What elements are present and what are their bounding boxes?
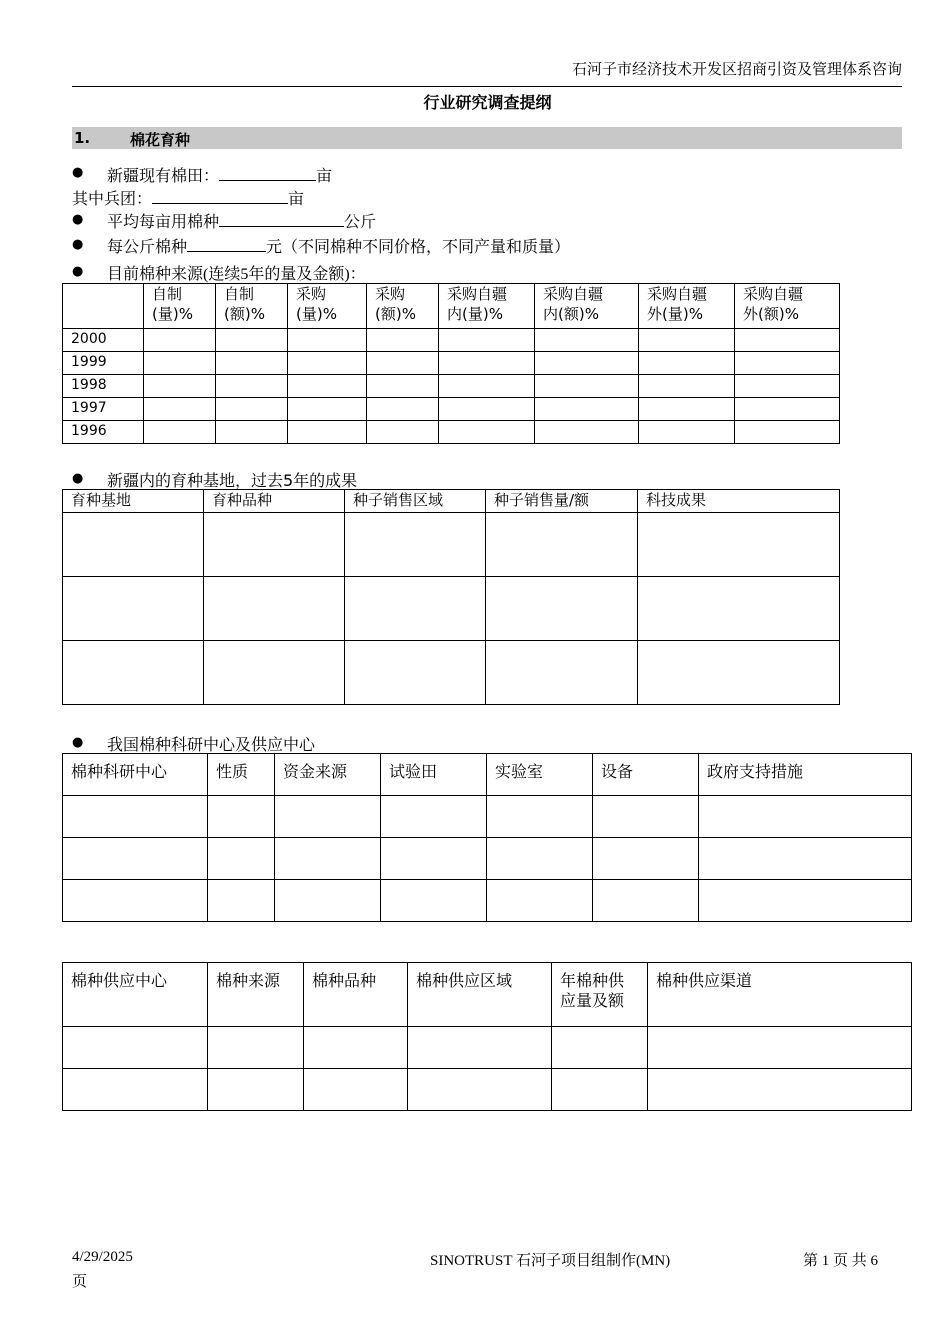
table-cell[interactable] xyxy=(204,641,345,705)
seed-source-table xyxy=(62,283,840,444)
blank-field xyxy=(152,189,288,204)
footer-center: SINOTRUST 石河子项目组制作(MN) xyxy=(430,1253,671,1269)
source-line: 目前棉种来源(连续5年的量及金额)： xyxy=(107,266,366,283)
header-text: 采购自疆 外(额)% xyxy=(743,285,804,323)
table-cell[interactable] xyxy=(216,329,288,352)
bullet-icon: ● xyxy=(72,735,84,750)
table-cell[interactable] xyxy=(381,838,487,880)
year-cell: 1999 xyxy=(63,352,144,375)
table-row xyxy=(63,375,840,398)
header-text: 采购自疆 外(量)% xyxy=(647,285,708,323)
research-intro: 我国棉种科研中心及供应中心 xyxy=(107,735,316,754)
year-cell: 2000 xyxy=(63,329,144,352)
table-header-cell: 种子销售量/额 xyxy=(486,490,638,513)
table-cell[interactable] xyxy=(439,352,535,375)
table-header-cell: 育种品种 xyxy=(204,490,345,513)
avg-seed-label: 平均每亩用棉种 xyxy=(107,212,220,231)
table-cell[interactable] xyxy=(535,375,639,398)
table-cell[interactable] xyxy=(216,421,288,444)
table-header-cell xyxy=(63,284,144,329)
table-header-cell: 实验室 xyxy=(487,754,593,796)
table-row xyxy=(63,641,840,705)
table-row xyxy=(63,880,912,922)
supply-center-table xyxy=(62,962,912,1111)
table-header-row xyxy=(63,284,840,329)
table-row xyxy=(63,398,840,421)
table-cell[interactable] xyxy=(367,421,439,444)
corps-line xyxy=(72,186,304,209)
table-cell[interactable] xyxy=(639,398,735,421)
table-cell[interactable] xyxy=(208,838,275,880)
table-cell[interactable] xyxy=(208,1069,304,1111)
table-header-cell: 性质 xyxy=(208,754,275,796)
table-row xyxy=(63,1069,912,1111)
table-row xyxy=(63,421,840,444)
breeding-intro: 新疆内的育种基地，过去5年的成果 xyxy=(107,471,358,490)
table-header-cell xyxy=(639,284,735,329)
table-header-cell: 棉种科研中心 xyxy=(63,754,208,796)
document-title: 行业研究调查提纲 xyxy=(423,93,552,112)
table-cell[interactable] xyxy=(486,513,638,577)
blank-field xyxy=(187,237,266,252)
table-row xyxy=(63,1027,912,1069)
table-header-cell: 设备 xyxy=(593,754,699,796)
section-title: 棉花育种 xyxy=(130,131,191,149)
table-row xyxy=(63,513,840,577)
table-cell[interactable] xyxy=(204,513,345,577)
table-cell[interactable] xyxy=(275,796,381,838)
bullet-icon: ● xyxy=(72,471,84,486)
table-header-cell: 棉种来源 xyxy=(208,963,304,1027)
table-cell[interactable] xyxy=(735,329,840,352)
table-cell[interactable] xyxy=(288,375,367,398)
table-cell[interactable] xyxy=(63,880,208,922)
table-cell[interactable] xyxy=(638,513,840,577)
table-header-cell xyxy=(735,284,840,329)
table-cell[interactable] xyxy=(63,1027,208,1069)
table-cell[interactable] xyxy=(63,513,204,577)
table-cell[interactable] xyxy=(208,796,275,838)
header-text: 自制 (量)% xyxy=(152,285,193,323)
blank-field xyxy=(219,166,316,181)
table-cell[interactable] xyxy=(699,880,912,922)
table-cell[interactable] xyxy=(367,329,439,352)
corps-label: 其中兵团： xyxy=(72,189,153,208)
year-cell: 1998 xyxy=(63,375,144,398)
table-cell[interactable] xyxy=(535,329,639,352)
table-cell[interactable] xyxy=(648,1027,912,1069)
table-row xyxy=(63,352,840,375)
table-cell[interactable] xyxy=(288,421,367,444)
table-cell[interactable] xyxy=(304,1069,408,1111)
table-cell[interactable] xyxy=(735,375,840,398)
cotton-field-line xyxy=(107,163,332,186)
table-header-cell: 育种基地 xyxy=(63,490,204,513)
bullet-icon: ● xyxy=(72,165,84,180)
table-cell[interactable] xyxy=(699,838,912,880)
header-text: 年棉种供 应量及额 xyxy=(560,971,625,1010)
bullet-icon: ● xyxy=(72,237,84,252)
table-cell[interactable] xyxy=(648,1069,912,1111)
table-cell[interactable] xyxy=(345,513,486,577)
table-cell[interactable] xyxy=(535,352,639,375)
table-header-cell: 种子销售区域 xyxy=(345,490,486,513)
table-cell[interactable] xyxy=(639,329,735,352)
section-number: 1. xyxy=(74,129,91,147)
research-center-table xyxy=(62,753,912,922)
footer-page-tail: 页 xyxy=(72,1274,88,1290)
table-cell[interactable] xyxy=(439,398,535,421)
table-header-cell: 棉种供应区域 xyxy=(408,963,552,1027)
table-cell[interactable] xyxy=(275,838,381,880)
table-cell[interactable] xyxy=(535,398,639,421)
table-cell[interactable] xyxy=(593,838,699,880)
table-header-cell xyxy=(144,284,216,329)
table-cell[interactable] xyxy=(144,352,216,375)
table-cell[interactable] xyxy=(439,375,535,398)
table-cell[interactable] xyxy=(735,421,840,444)
table-cell[interactable] xyxy=(639,421,735,444)
table-cell[interactable] xyxy=(552,1027,648,1069)
table-cell[interactable] xyxy=(208,1027,304,1069)
table-cell[interactable] xyxy=(288,398,367,421)
table-header-row xyxy=(63,490,840,513)
table-header-cell: 棉种供应中心 xyxy=(63,963,208,1027)
price-unit: 元（不同棉种不同价格，不同产量和质量） xyxy=(266,237,571,256)
cotton-field-label: 新疆现有棉田： xyxy=(107,166,220,185)
table-cell[interactable] xyxy=(487,838,593,880)
price-label: 每公斤棉种 xyxy=(107,237,188,256)
table-cell[interactable] xyxy=(144,398,216,421)
table-cell[interactable] xyxy=(63,796,208,838)
table-header-cell: 政府支持措施 xyxy=(699,754,912,796)
table-cell[interactable] xyxy=(487,796,593,838)
table-cell[interactable] xyxy=(367,398,439,421)
table-cell[interactable] xyxy=(144,329,216,352)
breeding-table xyxy=(62,489,840,705)
table-header-cell xyxy=(367,284,439,329)
table-cell[interactable] xyxy=(408,1069,552,1111)
year-cell: 1997 xyxy=(63,398,144,421)
table-cell[interactable] xyxy=(408,1027,552,1069)
table-row xyxy=(63,796,912,838)
table-cell[interactable] xyxy=(63,577,204,641)
table-cell[interactable] xyxy=(63,838,208,880)
table-cell[interactable] xyxy=(288,329,367,352)
table-header-cell: 棉种供应渠道 xyxy=(648,963,912,1027)
avg-seed-unit: 公斤 xyxy=(344,212,377,231)
table-cell[interactable] xyxy=(699,796,912,838)
table-header-cell xyxy=(216,284,288,329)
table-cell[interactable] xyxy=(345,641,486,705)
table-cell[interactable] xyxy=(144,421,216,444)
table-header-cell xyxy=(439,284,535,329)
bullet-icon: ● xyxy=(72,212,84,227)
avg-seed-line xyxy=(107,209,376,232)
footer-page-number: 第 1 页 共 6 xyxy=(803,1253,879,1269)
price-line xyxy=(107,234,570,257)
table-header-cell: 棉种品种 xyxy=(304,963,408,1027)
table-cell[interactable] xyxy=(638,641,840,705)
table-row xyxy=(63,577,840,641)
table-cell[interactable] xyxy=(439,329,535,352)
table-cell[interactable] xyxy=(486,641,638,705)
table-cell[interactable] xyxy=(439,421,535,444)
table-cell[interactable] xyxy=(735,398,840,421)
header-text: 自制 (额)% xyxy=(224,285,265,323)
table-cell[interactable] xyxy=(639,375,735,398)
header-text: 采购 (额)% xyxy=(375,285,416,323)
table-cell[interactable] xyxy=(216,398,288,421)
table-header-cell: 资金来源 xyxy=(275,754,381,796)
section-bar xyxy=(72,127,902,149)
blank-field xyxy=(219,212,344,227)
bullet-icon: ● xyxy=(72,264,84,279)
table-cell[interactable] xyxy=(63,1069,208,1111)
table-header-cell xyxy=(288,284,367,329)
table-cell[interactable] xyxy=(381,796,487,838)
table-cell[interactable] xyxy=(535,421,639,444)
table-cell[interactable] xyxy=(593,796,699,838)
table-cell[interactable] xyxy=(552,1069,648,1111)
table-cell[interactable] xyxy=(216,375,288,398)
table-row xyxy=(63,329,840,352)
header-text: 采购自疆 内(量)% xyxy=(447,285,508,323)
table-cell[interactable] xyxy=(487,880,593,922)
table-cell[interactable] xyxy=(639,352,735,375)
table-cell[interactable] xyxy=(345,577,486,641)
table-cell[interactable] xyxy=(381,880,487,922)
header-org: 石河子市经济技术开发区招商引资及管理体系咨询 xyxy=(571,62,902,78)
table-cell[interactable] xyxy=(367,352,439,375)
table-header-row xyxy=(63,963,912,1027)
year-cell: 1996 xyxy=(63,421,144,444)
table-header-cell xyxy=(535,284,639,329)
header-text: 采购 (量)% xyxy=(296,285,337,323)
table-cell[interactable] xyxy=(593,880,699,922)
header-text: 采购自疆 内(额)% xyxy=(543,285,604,323)
table-header-cell: 试验田 xyxy=(381,754,487,796)
table-cell[interactable] xyxy=(144,375,216,398)
table-cell[interactable] xyxy=(204,577,345,641)
footer-date: 4/29/2025 xyxy=(72,1249,133,1265)
table-header-cell: 科技成果 xyxy=(638,490,840,513)
cotton-field-unit: 亩 xyxy=(316,166,333,185)
table-header-row xyxy=(63,754,912,796)
table-cell[interactable] xyxy=(735,352,840,375)
table-cell[interactable] xyxy=(367,375,439,398)
table-cell[interactable] xyxy=(288,352,367,375)
table-cell[interactable] xyxy=(304,1027,408,1069)
table-header-cell xyxy=(552,963,648,1027)
table-cell[interactable] xyxy=(216,352,288,375)
table-cell[interactable] xyxy=(63,641,204,705)
table-row xyxy=(63,838,912,880)
corps-unit: 亩 xyxy=(288,189,305,208)
table-cell[interactable] xyxy=(208,880,275,922)
table-cell[interactable] xyxy=(275,880,381,922)
table-cell[interactable] xyxy=(486,577,638,641)
table-cell[interactable] xyxy=(638,577,840,641)
header-divider xyxy=(72,86,902,87)
